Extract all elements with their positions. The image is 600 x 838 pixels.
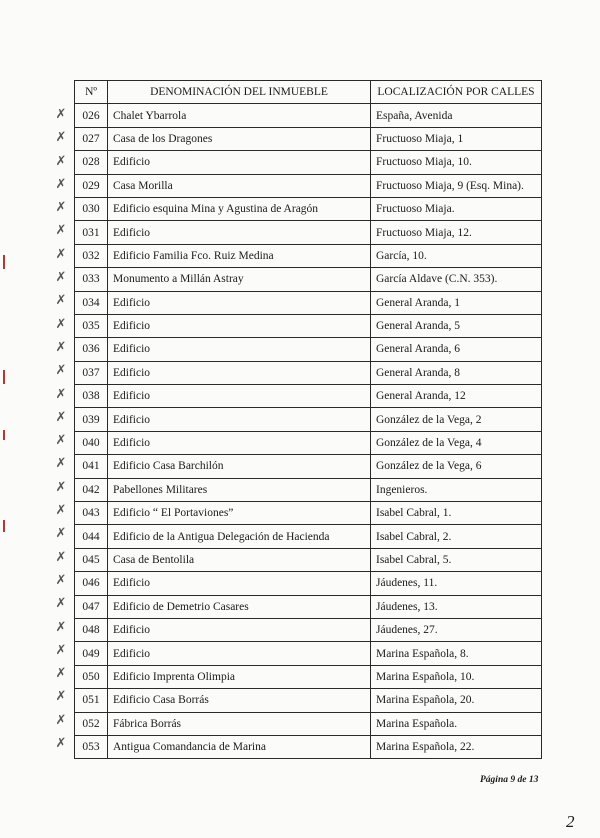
row-denomination: Chalet Ybarrola bbox=[108, 104, 371, 127]
row-location: Fructuoso Miaja, 9 (Esq. Mina). bbox=[371, 174, 542, 197]
row-location: General Aranda, 12 bbox=[371, 385, 542, 408]
row-number: 034 bbox=[75, 291, 108, 314]
row-number: 032 bbox=[75, 244, 108, 267]
row-number: 036 bbox=[75, 338, 108, 361]
row-denomination: Edificio “ El Portaviones” bbox=[108, 502, 371, 525]
row-number: 028 bbox=[75, 151, 108, 174]
row-number: 026 bbox=[75, 104, 108, 127]
row-number: 050 bbox=[75, 665, 108, 688]
table-row bbox=[75, 548, 542, 571]
row-denomination: Edificio bbox=[108, 642, 371, 665]
row-denomination: Edificio bbox=[108, 338, 371, 361]
handwritten-check-mark: ✗ bbox=[55, 666, 67, 682]
handwritten-check-mark: ✗ bbox=[55, 316, 67, 332]
row-number: 038 bbox=[75, 385, 108, 408]
handwritten-check-mark: ✗ bbox=[55, 223, 67, 239]
table-row bbox=[75, 689, 542, 712]
punch-hole-mark bbox=[3, 370, 5, 384]
row-location: González de la Vega, 2 bbox=[371, 408, 542, 431]
row-denomination: Edificio Familia Fco. Ruiz Medina bbox=[108, 244, 371, 267]
table-row bbox=[75, 572, 542, 595]
row-location: Marina Española, 10. bbox=[371, 665, 542, 688]
punch-hole-mark bbox=[3, 520, 5, 532]
row-denomination: Edificio bbox=[108, 291, 371, 314]
row-location: General Aranda, 6 bbox=[371, 338, 542, 361]
row-location: Marina Española, 20. bbox=[371, 689, 542, 712]
row-location: García, 10. bbox=[371, 244, 542, 267]
row-denomination: Edificio Casa Borrás bbox=[108, 689, 371, 712]
table-row bbox=[75, 431, 542, 454]
handwritten-check-mark: ✗ bbox=[55, 456, 67, 472]
row-location: González de la Vega, 6 bbox=[371, 455, 542, 478]
row-location: Isabel Cabral, 1. bbox=[371, 502, 542, 525]
handwritten-check-mark: ✗ bbox=[55, 270, 67, 286]
handwritten-check-mark: ✗ bbox=[55, 642, 67, 658]
table-row bbox=[75, 221, 542, 244]
handwritten-check-mark: ✗ bbox=[55, 433, 67, 449]
row-location: Fructuoso Miaja, 10. bbox=[371, 151, 542, 174]
row-denomination: Edificio Casa Barchilón bbox=[108, 455, 371, 478]
table-row bbox=[75, 478, 542, 501]
row-denomination: Edificio bbox=[108, 618, 371, 641]
table-row bbox=[75, 502, 542, 525]
table-row bbox=[75, 244, 542, 267]
header-location: LOCALIZACIÓN POR CALLES bbox=[371, 81, 542, 104]
handwritten-check-mark: ✗ bbox=[55, 479, 67, 495]
row-denomination: Edificio bbox=[108, 151, 371, 174]
punch-hole-mark bbox=[3, 430, 5, 440]
handwritten-page-number: 2 bbox=[566, 812, 575, 831]
row-denomination: Edificio esquina Mina y Agustina de Aragón bbox=[108, 197, 371, 220]
row-number: 037 bbox=[75, 361, 108, 384]
inventory-table bbox=[74, 80, 542, 759]
handwritten-check-mark: ✗ bbox=[55, 130, 67, 146]
table-row bbox=[75, 595, 542, 618]
handwritten-check-mark: ✗ bbox=[55, 572, 67, 588]
table-row bbox=[75, 455, 542, 478]
table-row bbox=[75, 268, 542, 291]
handwritten-check-mark: ✗ bbox=[55, 736, 67, 752]
row-location: Isabel Cabral, 5. bbox=[371, 548, 542, 571]
row-denomination: Edificio bbox=[108, 385, 371, 408]
handwritten-check-mark: ✗ bbox=[55, 526, 67, 542]
row-number: 044 bbox=[75, 525, 108, 548]
table-row bbox=[75, 174, 542, 197]
row-location: General Aranda, 8 bbox=[371, 361, 542, 384]
row-location: Marina Española, 8. bbox=[371, 642, 542, 665]
handwritten-check-mark: ✗ bbox=[55, 596, 67, 612]
row-location: Marina Española, 22. bbox=[371, 735, 542, 758]
row-number: 029 bbox=[75, 174, 108, 197]
handwritten-check-mark: ✗ bbox=[55, 386, 67, 402]
row-denomination: Edificio bbox=[108, 361, 371, 384]
row-number: 047 bbox=[75, 595, 108, 618]
row-denomination: Antigua Comandancia de Marina bbox=[108, 735, 371, 758]
table-row bbox=[75, 151, 542, 174]
handwritten-check-mark: ✗ bbox=[55, 549, 67, 565]
table-row bbox=[75, 735, 542, 758]
header-number: Nº bbox=[75, 81, 108, 104]
row-denomination: Casa de los Dragones bbox=[108, 127, 371, 150]
handwritten-check-mark: ✗ bbox=[55, 153, 67, 169]
row-number: 040 bbox=[75, 431, 108, 454]
table-row bbox=[75, 291, 542, 314]
row-location: Ingenieros. bbox=[371, 478, 542, 501]
row-number: 031 bbox=[75, 221, 108, 244]
handwritten-check-mark: ✗ bbox=[55, 246, 67, 262]
row-number: 042 bbox=[75, 478, 108, 501]
handwritten-check-mark: ✗ bbox=[55, 200, 67, 216]
table-row bbox=[75, 314, 542, 337]
table-row bbox=[75, 408, 542, 431]
row-denomination: Pabellones Militares bbox=[108, 478, 371, 501]
row-location: Jáudenes, 27. bbox=[371, 618, 542, 641]
row-location: Fructuoso Miaja, 1 bbox=[371, 127, 542, 150]
margin-checkmarks bbox=[48, 103, 74, 755]
row-location: Marina Española. bbox=[371, 712, 542, 735]
table-row bbox=[75, 104, 542, 127]
row-denomination: Edificio bbox=[108, 431, 371, 454]
handwritten-check-mark: ✗ bbox=[55, 176, 67, 192]
row-location: Fructuoso Miaja. bbox=[371, 197, 542, 220]
row-number: 045 bbox=[75, 548, 108, 571]
row-location: España, Avenida bbox=[371, 104, 542, 127]
handwritten-check-mark: ✗ bbox=[55, 619, 67, 635]
table-row bbox=[75, 361, 542, 384]
row-denomination: Edificio Imprenta Olimpia bbox=[108, 665, 371, 688]
row-location: General Aranda, 5 bbox=[371, 314, 542, 337]
row-number: 027 bbox=[75, 127, 108, 150]
table-row bbox=[75, 338, 542, 361]
table-row bbox=[75, 665, 542, 688]
row-number: 048 bbox=[75, 618, 108, 641]
row-location: García Aldave (C.N. 353). bbox=[371, 268, 542, 291]
handwritten-check-mark: ✗ bbox=[55, 409, 67, 425]
row-denomination: Fábrica Borrás bbox=[108, 712, 371, 735]
table-header-row bbox=[75, 81, 542, 104]
handwritten-check-mark: ✗ bbox=[55, 503, 67, 519]
row-number: 043 bbox=[75, 502, 108, 525]
punch-hole-mark bbox=[3, 255, 5, 269]
row-denomination: Edificio bbox=[108, 408, 371, 431]
row-denomination: Monumento a Millán Astray bbox=[108, 268, 371, 291]
row-denomination: Casa de Bentolila bbox=[108, 548, 371, 571]
handwritten-check-mark: ✗ bbox=[55, 689, 67, 705]
row-location: General Aranda, 1 bbox=[371, 291, 542, 314]
row-number: 046 bbox=[75, 572, 108, 595]
row-location: Fructuoso Miaja, 12. bbox=[371, 221, 542, 244]
row-number: 041 bbox=[75, 455, 108, 478]
table-row bbox=[75, 385, 542, 408]
row-denomination: Edificio bbox=[108, 221, 371, 244]
table-row bbox=[75, 712, 542, 735]
row-location: Isabel Cabral, 2. bbox=[371, 525, 542, 548]
row-number: 035 bbox=[75, 314, 108, 337]
row-denomination: Casa Morilla bbox=[108, 174, 371, 197]
row-location: Jáudenes, 11. bbox=[371, 572, 542, 595]
table-row bbox=[75, 618, 542, 641]
row-number: 053 bbox=[75, 735, 108, 758]
row-denomination: Edificio de la Antigua Delegación de Hacienda bbox=[108, 525, 371, 548]
row-number: 030 bbox=[75, 197, 108, 220]
row-number: 039 bbox=[75, 408, 108, 431]
table-row bbox=[75, 642, 542, 665]
row-number: 051 bbox=[75, 689, 108, 712]
handwritten-check-mark: ✗ bbox=[55, 107, 67, 122]
table-row bbox=[75, 197, 542, 220]
row-number: 052 bbox=[75, 712, 108, 735]
header-denomination: DENOMINACIÓN DEL INMUEBLE bbox=[108, 81, 371, 104]
row-denomination: Edificio de Demetrio Casares bbox=[108, 595, 371, 618]
page-footer-label: Página 9 de 13 bbox=[480, 775, 539, 785]
handwritten-check-mark: ✗ bbox=[55, 712, 67, 728]
table-row bbox=[75, 525, 542, 548]
row-number: 049 bbox=[75, 642, 108, 665]
handwritten-check-mark: ✗ bbox=[55, 363, 67, 379]
handwritten-check-mark: ✗ bbox=[55, 339, 67, 355]
row-denomination: Edificio bbox=[108, 314, 371, 337]
handwritten-check-mark: ✗ bbox=[55, 293, 67, 309]
row-denomination: Edificio bbox=[108, 572, 371, 595]
table-row bbox=[75, 127, 542, 150]
row-number: 033 bbox=[75, 268, 108, 291]
row-location: Jáudenes, 13. bbox=[371, 595, 542, 618]
row-location: González de la Vega, 4 bbox=[371, 431, 542, 454]
